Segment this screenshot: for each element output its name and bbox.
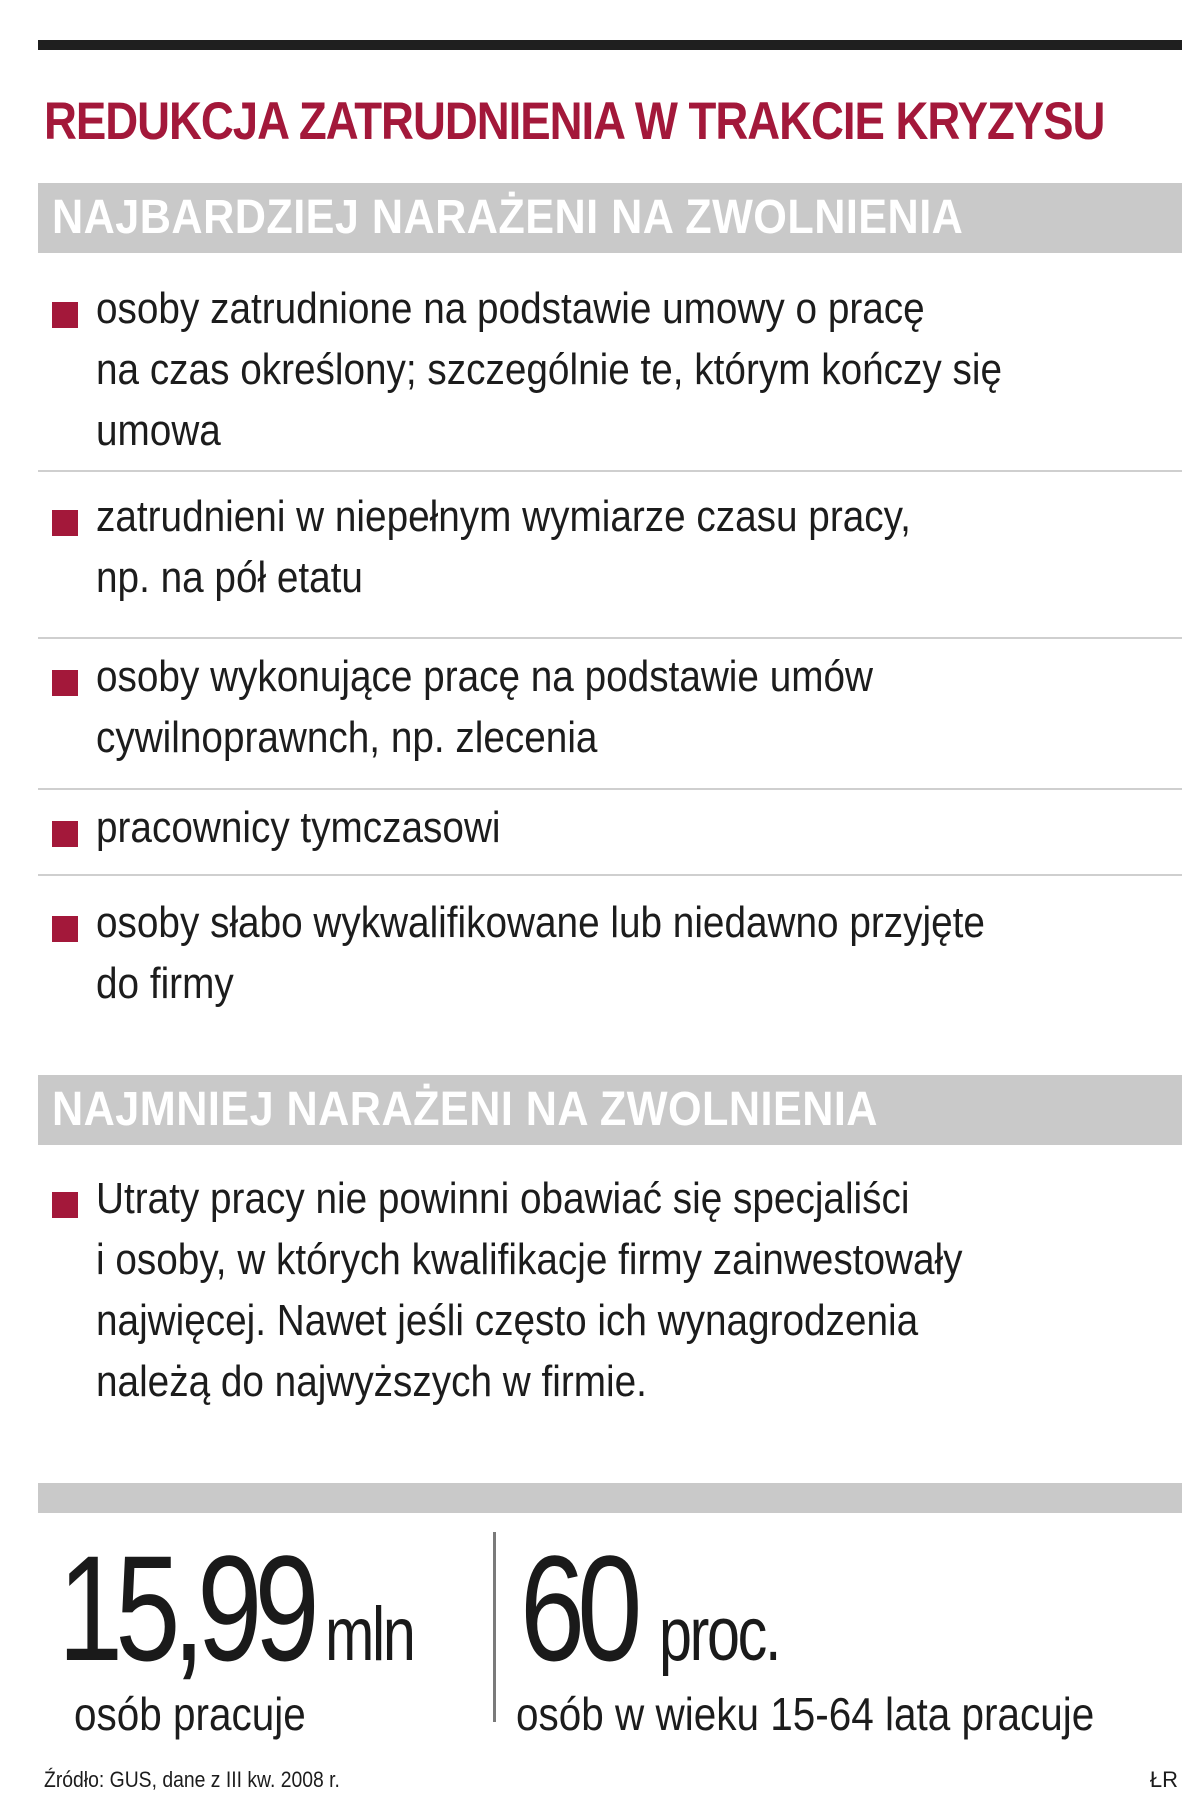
stat-unit: mln — [325, 1592, 414, 1677]
list-item-text: osoby zatrudnione na podstawie umowy o pracę na czas określony; szczególnie te, którym kończy się umowa — [96, 284, 1002, 455]
list-item — [38, 876, 1182, 1026]
section-heading-least-exposed — [38, 1075, 1182, 1145]
bullet-square-icon — [52, 821, 78, 847]
stat-unit: proc. — [658, 1592, 779, 1677]
list-item — [38, 472, 1182, 639]
list-item — [38, 639, 1182, 790]
list-item-text: osoby słabo wykwalifikowane lub niedawno przyjęte do firmy — [96, 898, 985, 1008]
bullet-square-icon — [52, 1192, 78, 1218]
bullet-square-icon — [52, 302, 78, 328]
page-title: REDUKCJA ZATRUDNIENIA W TRAKCIE KRYZYSU — [44, 92, 1105, 151]
list-item — [38, 790, 1182, 876]
stat-employed-count — [58, 1524, 439, 1692]
stat-label: osób pracuje — [74, 1688, 306, 1740]
stat-employment-rate — [520, 1524, 813, 1692]
stat-label: osób w wieku 15-64 lata pracuje — [516, 1688, 1095, 1740]
section-heading-text: NAJMNIEJ NARAŻENI NA ZWOLNIENIA — [52, 1083, 878, 1136]
section-heading-text: NAJBARDZIEJ NARAŻENI NA ZWOLNIENIA — [52, 191, 964, 244]
stat-value: 60 — [520, 1524, 635, 1692]
list-item — [38, 265, 1182, 472]
stats-bar — [38, 1483, 1182, 1513]
list-item-text: Utraty pracy nie powinni obawiać się specjaliści i osoby, w których kwalifikacje firmy zainwestowały najwięcej. Nawet jeśli często ich wynagrodzenia należą do najwyższych w firmie. — [96, 1174, 963, 1406]
stat-value: 15,99 — [58, 1524, 312, 1692]
list-item-text: zatrudnieni w niepełnym wymiarze czasu pracy, np. na pół etatu — [96, 492, 911, 602]
top-rule — [38, 40, 1182, 50]
source-note: Źródło: GUS, dane z III kw. 2008 r. — [44, 1767, 340, 1792]
list-item-text: osoby wykonujące pracę na podstawie umów cywilnoprawnch, np. zlecenia — [96, 652, 873, 762]
bullet-square-icon — [52, 670, 78, 696]
list-item-text: pracownicy tymczasowi — [96, 803, 501, 852]
list-item — [38, 1160, 1182, 1420]
author-initials: ŁR — [1149, 1767, 1178, 1792]
section-heading-most-exposed — [38, 183, 1182, 253]
bullet-square-icon — [52, 916, 78, 942]
bullet-square-icon — [52, 510, 78, 536]
stats-divider — [493, 1532, 496, 1722]
